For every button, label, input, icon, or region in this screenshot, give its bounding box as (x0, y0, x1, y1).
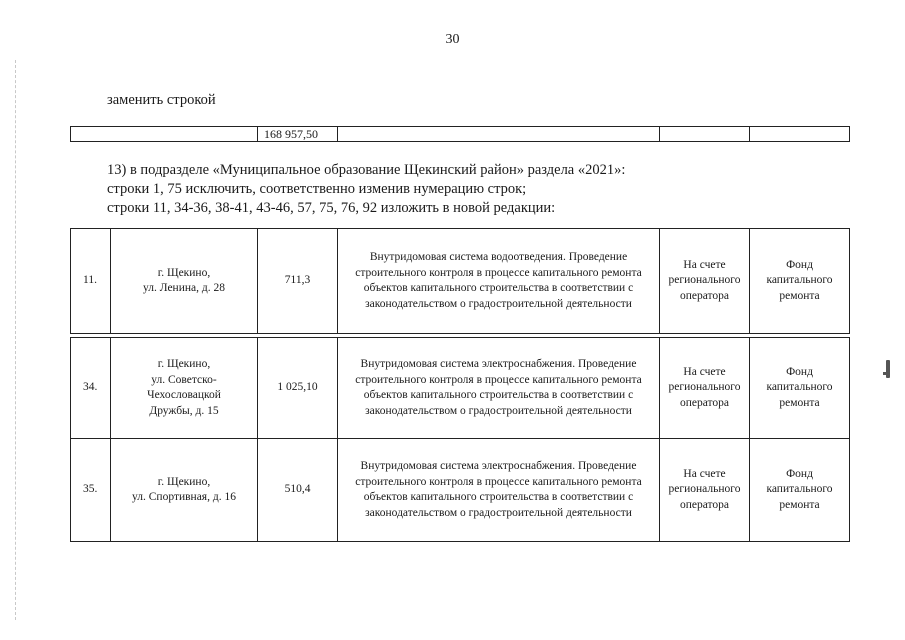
section-line: 13) в подразделе «Муниципальное образование Щекинский район» раздела «2021»: (107, 162, 626, 178)
table-row (71, 229, 850, 334)
row-amount: 510,4 (258, 439, 338, 542)
row-account: На счете регионального оператора (660, 229, 750, 334)
section-line: строки 11, 34-36, 38-41, 43-46, 57, 75, 76, 92 изложить в новой редакции: (107, 200, 556, 216)
intro-text: заменить строкой (107, 92, 216, 108)
table-row (71, 338, 850, 439)
row-description: Внутридомовая система электроснабжения. Проведение строительного контроля в процессе капитального ремонта объектов капитального строительства в соответствии с законодательством о градостроительной деятельности (338, 439, 660, 542)
summary-cell (750, 127, 850, 142)
row-address: г. Щекино, ул. Советско- Чехословацкой Дружбы, д. 15 (111, 338, 258, 439)
row-account: На счете регионального оператора (660, 338, 750, 439)
section-paragraph (107, 161, 807, 218)
summary-row (71, 127, 850, 142)
row-funding-source: Фонд капитального ремонта (750, 439, 850, 542)
data-table (70, 228, 850, 334)
row-amount: 711,3 (258, 229, 338, 334)
summary-table (70, 126, 850, 142)
row-address: г. Щекино, ул. Ленина, д. 28 (111, 229, 258, 334)
row-description: Внутридомовая система водоотведения. Проведение строительного контроля в процессе капитального ремонта объектов капитального строительства в соответствии с законодательством о градостроительной деятельности (338, 229, 660, 334)
summary-cell (71, 127, 258, 142)
page-number: 30 (445, 32, 460, 47)
row-number: 11. (71, 229, 111, 334)
row-amount: 1 025,10 (258, 338, 338, 439)
row-account: На счете регионального оператора (660, 439, 750, 542)
scan-mark (886, 360, 890, 378)
data-table (70, 337, 850, 542)
section-line: строки 1, 75 исключить, соответственно изменив нумерацию строк; (107, 181, 527, 197)
row-funding-source: Фонд капитального ремонта (750, 229, 850, 334)
summary-cell (660, 127, 750, 142)
scan-margin-line (15, 60, 16, 620)
table-row (71, 439, 850, 542)
row-funding-source: Фонд капитального ремонта (750, 338, 850, 439)
row-number: 34. (71, 338, 111, 439)
summary-cell (338, 127, 660, 142)
row-number: 35. (71, 439, 111, 542)
row-description: Внутридомовая система электроснабжения. Проведение строительного контроля в процессе капитального ремонта объектов капитального строительства в соответствии с законодательством о градостроительной деятельности (338, 338, 660, 439)
row-address: г. Щекино, ул. Спортивная, д. 16 (111, 439, 258, 542)
summary-amount: 168 957,50 (258, 127, 338, 142)
